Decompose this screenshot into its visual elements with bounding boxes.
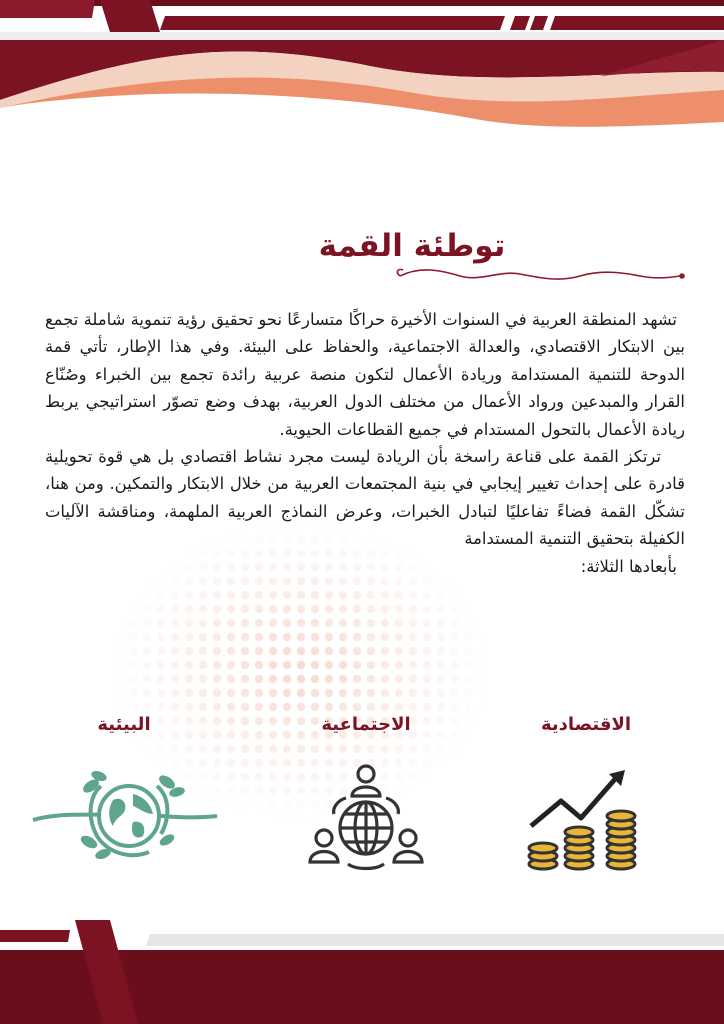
top-wave-banner [0, 40, 724, 127]
title-underline-ornament [397, 269, 684, 279]
dimensions-intro: بأبعادها الثلاثة: [580, 556, 677, 576]
intro-paragraph: تشهد المنطقة العربية في السنوات الأخيرة حراكًا متسارعًا نحو تحقيق رؤية تنموية شاملة تجمع بين الابتكار الاقتصادي، والعدالة الاجتماعية، والحفاظ على البيئة. وفي هذا الإطار، تأتي قمة الدوحة للتنمية المستدامة وريادة الأعمال لتكون منصة عربية رائدة تجمع بين الخبراء وصُنّاع القرار والمبدعين ورواد الأعمال من مختلف الدول العربية، بهدف وضع تصوّر استراتيجي يربط ريادة الأعمال بالتحول المستدام في جميع القطاعات الحيوية. [45, 310, 685, 439]
top-stripe-band [0, 0, 724, 32]
dimension-environmental [24, 708, 224, 876]
earth-leaves-icon [29, 756, 219, 876]
dimension-social [266, 708, 466, 876]
rising-coins-chart-icon [521, 756, 651, 876]
focus-paragraph: ترتكز القمة على قناعة راسخة بأن الريادة ليست مجرد نشاط اقتصادي بل هي قوة تحويلية قادرة على إحداث تغيير إيجابي في بنية المجتمعات العربية من خلال الابتكار والتمكين. ومن هنا، تشكّل القمة فضاءً تفاعليًا لتبادل الخبرات، وعرض النماذج العربية الملهمة، ومناقشة الآليات الكفيلة بتحقيق التنمية المستدامة [45, 447, 685, 549]
dimension-social-label: الاجتماعية [321, 714, 411, 735]
body-text [45, 306, 685, 580]
dimension-economic-label: الاقتصادية [540, 714, 632, 735]
page-title: توطئة القمة [318, 228, 506, 264]
dimension-economic [486, 708, 686, 876]
globe-people-network-icon [306, 756, 426, 876]
bottom-band [0, 920, 724, 1024]
dimension-environmental-label: البيئية [97, 714, 151, 735]
